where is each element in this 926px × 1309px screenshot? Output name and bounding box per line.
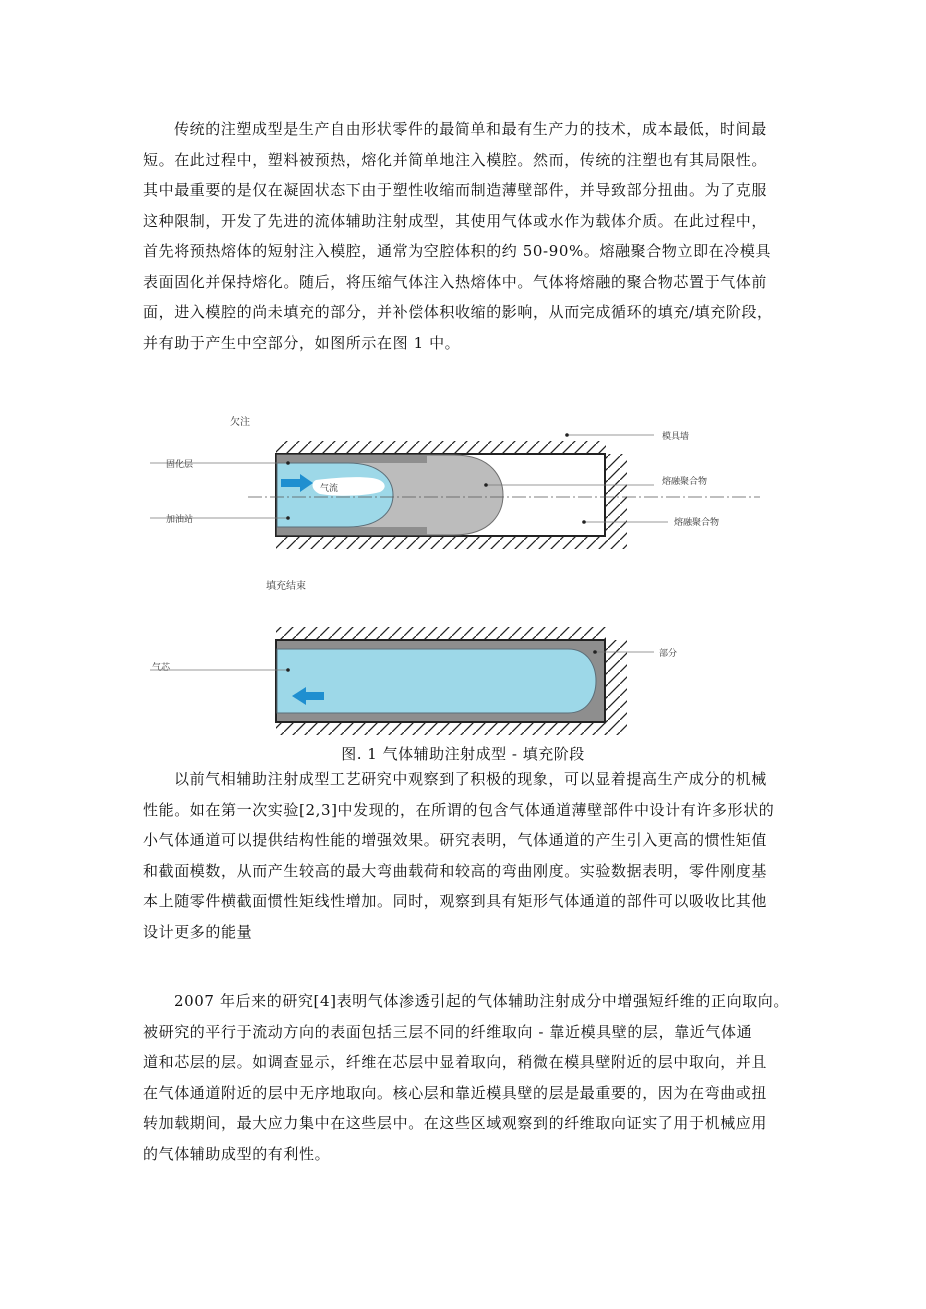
stage-label-end-of-filling: 填充结束 <box>266 581 306 592</box>
paragraph-2 <box>143 764 803 947</box>
label-melt-1: 熔融聚合物 <box>662 477 708 487</box>
paragraph-line: 并有助于产生中空部分，如图所示在图 1 中。 <box>143 333 461 352</box>
bottom-diagram <box>150 579 677 735</box>
paragraph-line: 表面固化并保持熔化。随后，将压缩气体注入热熔体中。气体将熔融的聚合物芯置于气体前 <box>143 272 768 291</box>
gas-assisted-injection-figure <box>140 408 800 738</box>
paragraph-line: 性能。如在第一次实验[2,3]中发现的，在所谓的包含气体通道薄壁部件中设计有许多形状的 <box>143 800 775 819</box>
paragraph-line: 道和芯层的层。如调查显示，纤维在芯层中显着取向，稍微在模具壁附近的层中取向，并且 <box>143 1053 768 1071</box>
paragraph-line: 以前气相辅助注射成型工艺研究中观察到了积极的现象，可以显着提高生产成分的机械 <box>174 770 767 788</box>
mold-hatch-bottom-2 <box>276 722 606 735</box>
paragraph-1 <box>143 114 803 358</box>
paragraph-line: 的气体辅助成型的有利性。 <box>143 1144 331 1163</box>
paragraph-line: 转加载期间，最大应力集中在这些层中。在这些区域观察到的纤维取向证实了用于机械应用 <box>143 1114 768 1132</box>
paragraph-line: 短。在此过程中，塑料被预热，熔化并简单地注入模腔。然而，传统的注塑也有其局限性。 <box>143 150 768 169</box>
paragraph-line: 面，进入模腔的尚未填充的部分，并补偿体积收缩的影响，从而完成循环的填充/填充阶段， <box>143 303 773 321</box>
paragraph-line: 本上随零件横截面惯性矩线性增加。同时，观察到具有矩形气体通道的部件可以吸收比其他 <box>143 892 768 910</box>
label-melt-2: 熔融聚合物 <box>674 518 720 528</box>
mold-hatch-top <box>276 441 606 454</box>
top-diagram <box>150 415 760 549</box>
gas-core <box>277 649 596 713</box>
mold-hatch-end-2 <box>605 640 627 735</box>
paragraph-line: 传统的注塑成型是生产自由形状零件的最简单和最有生产力的技术，成本最低，时间最 <box>174 120 767 138</box>
solidified-skin-top <box>277 455 427 463</box>
paragraph-line: 被研究的平行于流动方向的表面包括三层不同的纤维取向 - 靠近模具壁的层，靠近气体通 <box>143 1022 753 1041</box>
mold-hatch-bottom <box>276 536 606 549</box>
label-gate: 加油站 <box>166 515 194 525</box>
paragraph-3 <box>143 986 803 1169</box>
figure-caption: 图. 1 气体辅助注射成型 - 填充阶段 <box>341 745 585 763</box>
label-mold-wall: 模具墙 <box>662 432 690 442</box>
paragraph-line: 2007 年后来的研究[4]表明气体渗透引起的气体辅助注射成分中增强短纤维的正向取向。 <box>174 992 789 1010</box>
mold-hatch-top-2 <box>276 627 606 640</box>
paragraph-line: 其中最重要的是仅在凝固状态下由于塑性收缩而制造薄壁部件，并导致部分扭曲。为了克服 <box>143 181 768 199</box>
stage-label-short-shot: 欠注 <box>230 417 250 428</box>
paragraph-line: 在气体通道附近的层中无序地取向。核心层和靠近模具壁的层是最重要的，因为在弯曲或扭 <box>143 1083 768 1102</box>
gas-flow-label: 气流 <box>320 484 339 494</box>
solidified-skin-bottom <box>277 527 427 535</box>
mold-hatch-end <box>605 454 627 549</box>
paragraph-line: 首先将预热熔体的短射注入模腔，通常为空腔体积的约 50-90%。熔融聚合物立即在冷模具 <box>143 242 772 260</box>
paragraph-line: 设计更多的能量 <box>143 922 253 941</box>
paragraph-line: 小气体通道可以提供结构性能的增强效果。研究表明，气体通道的产生引入更高的惯性矩值 <box>143 831 768 849</box>
paragraph-line: 和截面模数，从而产生较高的最大弯曲载荷和较高的弯曲刚度。实验数据表明，零件刚度基 <box>143 861 768 880</box>
paragraph-line: 这种限制，开发了先进的流体辅助注射成型，其使用气体或水作为载体介质。在此过程中， <box>143 211 768 230</box>
label-gas-core: 气芯 <box>152 663 171 673</box>
label-solidified-layer: 固化层 <box>166 460 194 470</box>
label-part: 部分 <box>659 649 678 659</box>
